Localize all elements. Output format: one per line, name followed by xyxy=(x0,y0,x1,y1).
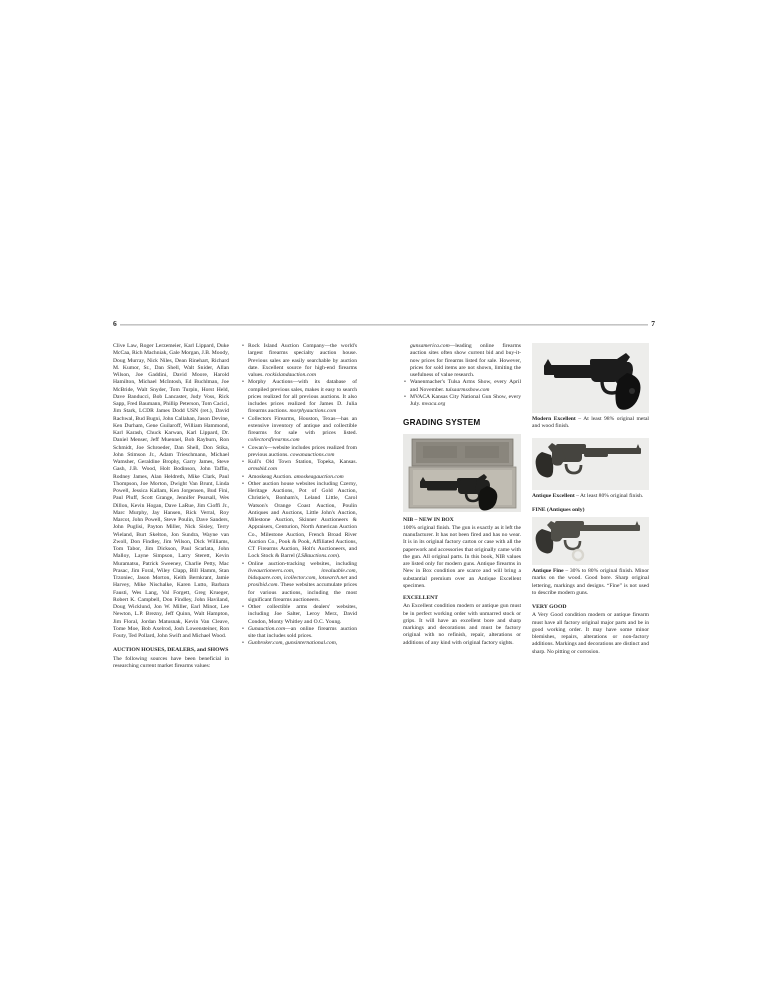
column-contributors xyxy=(113,343,229,670)
revolver-in-box-illustration xyxy=(403,434,521,512)
sources-list xyxy=(241,343,357,648)
text-segment: ). xyxy=(337,553,341,560)
text-segment: Other auction house websites including Czerny, Heritage Auctions, Pot of Gold Auction, Christie's, Bonham's, Leland Little, Carol Watson's Orange Coast Auction, Poulin Antiques and Auctions, Little John's Auction, Milestone Auction, Skinner Auctioneers & Appraisers, Centurion, North American Auction Co., Milestone Auction, French Broad River Auction Co., Pook & Pook, Affiliated Auctions, CT Firearms Auction, Holt's Auctioneers, and Lock Stock & Barrel ( xyxy=(248,480,357,560)
column-grade-examples xyxy=(532,343,649,656)
website-url: mvaca.org xyxy=(421,401,446,407)
source-item xyxy=(241,416,357,445)
text-segment: —leading online firearms auction sites often show current bid and buy-it-now prices for firearms listed for sale. However, prices for sold items are not shown, limiting the usefulness of value research. xyxy=(410,343,521,378)
antique-excellent-caption xyxy=(532,493,649,500)
source-item xyxy=(241,379,357,415)
website-url: amoskeagauction.com xyxy=(293,473,344,480)
source-item xyxy=(241,474,357,481)
text-segment: Morphy Auctions—with its database of compiled previous sales, makes it easy to search prices realized for all previous auctions. It also includes prices realized for James D. Julia firearms auctions. xyxy=(248,379,357,415)
running-header xyxy=(113,320,655,328)
show-item xyxy=(403,379,521,394)
source-item xyxy=(241,459,357,474)
website-url: gunsamerica.com xyxy=(410,343,450,349)
modern-excellent-revolver-photo xyxy=(532,343,649,413)
nib-heading: NIB – NEW IN BOX xyxy=(403,516,454,523)
antique-revolver-illustration xyxy=(532,438,649,490)
very-good-heading: VERY GOOD xyxy=(532,604,567,610)
auction-houses-heading: AUCTION HOUSES, DEALERS, and SHOWS xyxy=(113,647,229,654)
text-segment: Wanenmacher's Tulsa Arms Show, every April and November. xyxy=(410,379,521,393)
antique-fine-revolver-illustration xyxy=(532,517,649,565)
website-url: Gunauction.com xyxy=(248,625,286,632)
page-number-left: 6 xyxy=(113,319,117,328)
modern-excellent-caption xyxy=(532,416,649,431)
text-segment: . These websites accumulate prices for various auctions, including the most significant firearms auctioneers. xyxy=(248,582,357,603)
antique-excellent-caption-text: – At least 80% original finish. xyxy=(574,492,644,499)
source-item xyxy=(241,481,357,561)
excellent-heading: EXCELLENT xyxy=(403,595,439,601)
grading-system-heading: GRADING SYSTEM xyxy=(403,418,481,428)
modern-excellent-caption-text: – At least 98% original metal and wood finish. xyxy=(532,416,649,430)
website-url: cowanauctions.com xyxy=(290,451,335,458)
contributors-paragraph: Clive Law, Roger Lerzemeier, Karl Lippard, Duke McCaa, Rich Machniak, Gale Morgan, J.B. Moody, Doug Murray, Nick Niles, Dean Rinehart, Richard M. Kumor, Sr., Dan Shell, Walt Snider, Allan Wilson, Joe Gaddini, David Moore, Harold Hamilton, Michael McIntosh, Ed Buchlman, Joe McBride, Walt Snyder, Tom Turpin, Horst Held, Dave Banducci, Bob Lancaster, Judy Voss, Rick Sapp, Fred Baumann, Phillip Peterson, Tom Cacici, Jim Stark, LCDR James Dodd USN (ret.), David Rachwal, Bud Bugni, John Callahan, Jason Devine, Ken Durham, Gene Guilaroff, William Hammond, Karl Karash, Chuck Karwan, Karl Lippard, Dr. Daniel Menser, Jeff Muennel, Bob Rayburn, Ron Schmidt, Joe Schroeder, Dan Shell, Don Stika, John Stimson Jr., Adam Trieschmann, Michael Wamsher, Geraldine Brophy, Garry James, Steve Gash, J.B. Wood, Holt Bodinson, John Taffin, Rodney James, Alan Heldreth, Mike Clark, Paul Thompson, Joe Morton, Dwight Van Brunt, Linda Powell, Jessica Kallam, Ken Jorgensen, Bud Fini, Paul Pluff, Scott Grange, Jennifer Pearsall, Wes Dillon, Kevin Hogan, Dave LaRue, Jim Cioffi Jr., Marc Murphy, Jay Hansen, Rick Verral, Roy Marcot, John Powell, Steve Poulin, Dave Sanders, John Puglisi, Payton Miller, Nick Sisley, Terry Wieland, Burt Skelton, Jon Sundra, Wayne van Zwoll, Don Findley, Jim Wilson, Dick Williams, Tom Tabor, Jim Dickson, Paul Scarlata, John Malloy, Layne Simpson, Larry Sterett, Kevin Muramatsu, Patrick Sweeney, Charlie Petty, Mac Prasac, Jim Foral, Wiley Clapp, Bill Hamm, Stan Trzoniec, Jason Morton, Keith Bernkrant, Jamie Harvey, Mike Nischalke, Karen Lutto, Barbara Fausti, Wes Lang, Val Forgett, Greg Krueger, Robert K. Campbell, Don Findley, John Haviland, Doug Wicklund, Jon W. Miller, Earl Minot, Lee Newton, L.P. Brezny, Jeff Quinn, Walt Hampton, Jim Floral, Jordan Matusnak, Kevin Van Cleave, Tome Moe, Bob Axelrod, Josh Lowensteiner, Ron Fouty, Ted Pollard, John Swift and Michael Wood. xyxy=(113,343,229,639)
website-url: morphyauctions.com xyxy=(289,408,337,415)
antique-fine-caption-lead: Antique Fine xyxy=(532,568,564,574)
source-item xyxy=(241,561,357,605)
antique-excellent-caption-lead: Antique Excellent xyxy=(532,492,575,499)
text-segment: —an online firearms auction site that includes sold prices. xyxy=(248,625,357,639)
source-item xyxy=(241,445,357,460)
website-url: armsbid.com xyxy=(248,466,278,473)
text-segment: Other collectible arms dealers' websites, including Joe Salter, Leroy Merz, David Condon, Monty Whitley and O.C. Young. xyxy=(248,604,357,625)
antique-fine-caption xyxy=(532,568,649,597)
auction-houses-intro: The following sources have been beneficial in researching current market firearms values: xyxy=(113,655,229,669)
text-columns xyxy=(113,343,655,670)
website-url: proxibid.com xyxy=(248,582,278,589)
excellent-description: An Excellent condition modern or antique gun must be in perfect working order with unmarred stock or grips. It will have an excellent bore and sharp markings and decorations and must be factory original with no refinish, repair, alterations or additions of any kind with original factory sights. xyxy=(403,603,521,646)
website-url: tulsaarmsshow.com xyxy=(445,386,490,393)
website-url: rockislandauction.com xyxy=(265,372,316,378)
website-url: collectorsfirearms.com xyxy=(248,437,300,444)
show-item xyxy=(403,394,521,409)
source-item xyxy=(241,604,357,626)
source-item xyxy=(241,626,357,641)
website-url: Gunbroker.com, gunsinternational.com, xyxy=(248,640,338,647)
page-number-right: 7 xyxy=(651,319,655,328)
antique-fine-caption-text: – 30% to 80% original finish. Minor marks on the wood. Good bore. Sharp original lettering, markings and designs. “Fine” is not used to describe modern guns. xyxy=(532,568,649,596)
fine-heading: FINE (Antiques only) xyxy=(532,506,585,513)
source-item xyxy=(241,640,357,647)
antique-excellent-revolver-photo xyxy=(532,438,649,490)
column-sources xyxy=(241,343,357,648)
text-segment: Online auction-tracking websites, including xyxy=(248,560,357,567)
text-segment: MVACA Kansas City National Gun Show, every July. xyxy=(410,393,521,407)
modern-revolver-illustration xyxy=(532,343,649,413)
header-rule xyxy=(120,324,649,326)
very-good-description: A Very Good condition modern or antique firearm must have all factory original major parts and be in good working order. It may have some minor blemishes, repairs, alterations or non-factory additions. Markings and decorations are distinct and sharp. No pitting or corrosion. xyxy=(532,612,649,655)
source-item xyxy=(241,343,357,379)
text-segment: Amoskeag Auction. xyxy=(248,473,294,480)
sources-continued-paragraph xyxy=(403,343,521,379)
book-spread xyxy=(113,320,655,670)
text-segment: Cowan's—website includes prices realized from previous auctions. xyxy=(248,444,357,458)
website-url: liveauctioneers.com, invaluable.com, bidsquare.com, icollector.com, lotsearch.net xyxy=(248,567,357,581)
modern-excellent-caption-lead: Modern Excellent xyxy=(532,416,576,422)
website-url: LSBauctions.com xyxy=(298,553,338,560)
shows-list xyxy=(403,379,521,408)
nib-description: 100% original finish. The gun is exactly as it left the manufacturer. It has not been fired and has no wear. It is in its original factory carton or case with all the paperwork and accessories that originally came with the gun. All original parts. In this book, NIB values are listed only for modern guns. Antique firearms in New in Box condition are scarce and will bring a substantial premium over an Antique Excellent specimen. xyxy=(403,524,521,589)
revolver-in-box-photo xyxy=(403,434,521,512)
text-segment: Kull's Old Town Station, Topeka, Kansas. xyxy=(248,459,357,465)
text-segment: and xyxy=(347,575,357,581)
column-grading xyxy=(403,343,521,647)
text-segment: Collectors Firearms, Houston, Texas—has an extensive inventory of antique and collectible firearms for sale with prices listed. xyxy=(248,415,357,436)
text-segment: Rock Island Auction Company—the world's largest firearms specialty auction house. Previous sales are easily searchable by auction date. Excellent source for high-end firearms values. xyxy=(248,343,357,378)
antique-fine-revolver-photo xyxy=(532,517,649,565)
